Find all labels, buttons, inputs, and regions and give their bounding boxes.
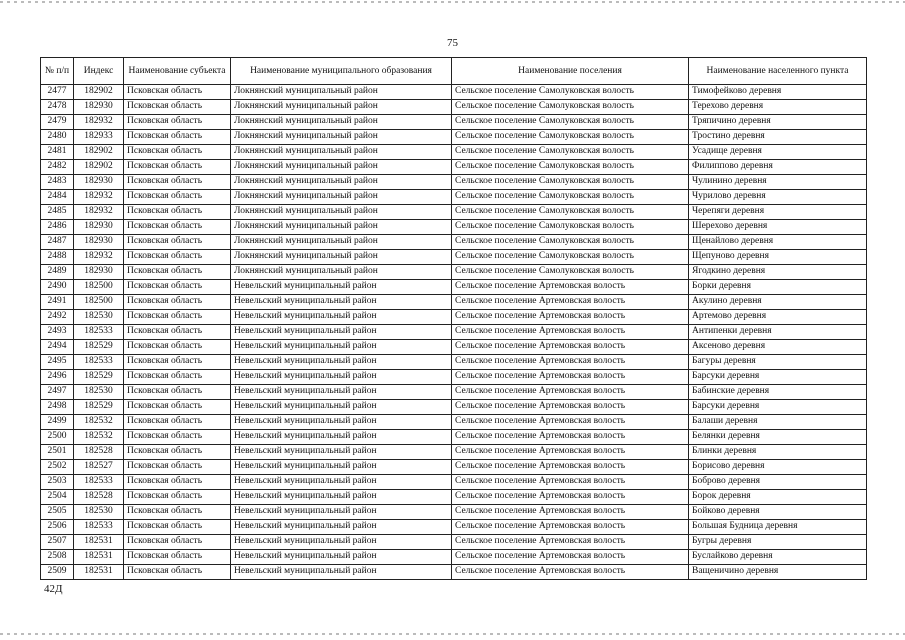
subject-cell: Псковская область bbox=[124, 280, 231, 295]
header-num: № п/п bbox=[41, 58, 74, 85]
locality-cell: Белянки деревня bbox=[689, 430, 867, 445]
municipality-cell: Невельский муниципальный район bbox=[231, 355, 452, 370]
table-row bbox=[41, 490, 867, 505]
table-row bbox=[41, 145, 867, 160]
row-num-cell: 2491 bbox=[41, 295, 74, 310]
municipality-cell: Невельский муниципальный район bbox=[231, 325, 452, 340]
postal-index-cell: 182930 bbox=[74, 175, 124, 190]
postal-index-cell: 182528 bbox=[74, 445, 124, 460]
locality-cell: Акулино деревня bbox=[689, 295, 867, 310]
municipality-cell: Невельский муниципальный район bbox=[231, 475, 452, 490]
locality-cell: Чулинино деревня bbox=[689, 175, 867, 190]
table-row bbox=[41, 565, 867, 580]
locality-cell: Антипенки деревня bbox=[689, 325, 867, 340]
postal-index-cell: 182902 bbox=[74, 85, 124, 100]
row-num-cell: 2500 bbox=[41, 430, 74, 445]
postal-index-cell: 182902 bbox=[74, 160, 124, 175]
subject-cell: Псковская область bbox=[124, 550, 231, 565]
row-num-cell: 2490 bbox=[41, 280, 74, 295]
postal-index-cell: 182532 bbox=[74, 430, 124, 445]
postal-index-cell: 182930 bbox=[74, 235, 124, 250]
municipality-cell: Невельский муниципальный район bbox=[231, 340, 452, 355]
postal-index-cell: 182529 bbox=[74, 340, 124, 355]
municipality-cell: Локнянский муниципальный район bbox=[231, 145, 452, 160]
table-row bbox=[41, 400, 867, 415]
locality-cell: Борисово деревня bbox=[689, 460, 867, 475]
row-num-cell: 2502 bbox=[41, 460, 74, 475]
table-row bbox=[41, 325, 867, 340]
municipality-cell: Локнянский муниципальный район bbox=[231, 160, 452, 175]
locality-cell: Аксеново деревня bbox=[689, 340, 867, 355]
municipality-cell: Локнянский муниципальный район bbox=[231, 265, 452, 280]
table-row bbox=[41, 370, 867, 385]
municipality-cell: Невельский муниципальный район bbox=[231, 445, 452, 460]
row-num-cell: 2486 bbox=[41, 220, 74, 235]
locality-cell: Терехово деревня bbox=[689, 100, 867, 115]
row-num-cell: 2478 bbox=[41, 100, 74, 115]
row-num-cell: 2488 bbox=[41, 250, 74, 265]
settlement-cell: Сельское поселение Артемовская волость bbox=[452, 355, 689, 370]
table-row bbox=[41, 160, 867, 175]
locality-cell: Бойково деревня bbox=[689, 505, 867, 520]
locality-cell: Большая Будница деревня bbox=[689, 520, 867, 535]
row-num-cell: 2505 bbox=[41, 505, 74, 520]
locality-cell: Тростино деревня bbox=[689, 130, 867, 145]
row-num-cell: 2485 bbox=[41, 205, 74, 220]
locality-cell: Ващеничино деревня bbox=[689, 565, 867, 580]
row-num-cell: 2506 bbox=[41, 520, 74, 535]
scan-edge-top bbox=[0, 1, 905, 3]
municipality-cell: Невельский муниципальный район bbox=[231, 310, 452, 325]
postal-index-cell: 182530 bbox=[74, 310, 124, 325]
postal-index-cell: 182529 bbox=[74, 370, 124, 385]
municipality-cell: Невельский муниципальный район bbox=[231, 280, 452, 295]
municipality-cell: Локнянский муниципальный район bbox=[231, 115, 452, 130]
settlement-cell: Сельское поселение Артемовская волость bbox=[452, 400, 689, 415]
municipality-cell: Локнянский муниципальный район bbox=[231, 130, 452, 145]
settlement-cell: Сельское поселение Самолуковская волость bbox=[452, 145, 689, 160]
table-row bbox=[41, 280, 867, 295]
row-num-cell: 2479 bbox=[41, 115, 74, 130]
table-row bbox=[41, 295, 867, 310]
postal-index-cell: 182533 bbox=[74, 520, 124, 535]
settlement-cell: Сельское поселение Самолуковская волость bbox=[452, 115, 689, 130]
row-num-cell: 2494 bbox=[41, 340, 74, 355]
table-body bbox=[41, 85, 867, 580]
header-subject: Наименование субъекта bbox=[124, 58, 231, 85]
subject-cell: Псковская область bbox=[124, 130, 231, 145]
settlement-cell: Сельское поселение Самолуковская волость bbox=[452, 190, 689, 205]
row-num-cell: 2487 bbox=[41, 235, 74, 250]
postal-index-cell: 182533 bbox=[74, 475, 124, 490]
subject-cell: Псковская область bbox=[124, 490, 231, 505]
locality-cell: Борки деревня bbox=[689, 280, 867, 295]
settlement-cell: Сельское поселение Артемовская волость bbox=[452, 445, 689, 460]
row-num-cell: 2482 bbox=[41, 160, 74, 175]
subject-cell: Псковская область bbox=[124, 220, 231, 235]
settlement-cell: Сельское поселение Самолуковская волость bbox=[452, 220, 689, 235]
settlement-cell: Сельское поселение Артемовская волость bbox=[452, 490, 689, 505]
settlement-cell: Сельское поселение Артемовская волость bbox=[452, 295, 689, 310]
postal-index-cell: 182500 bbox=[74, 295, 124, 310]
postal-index-cell: 182932 bbox=[74, 250, 124, 265]
postal-index-cell: 182532 bbox=[74, 415, 124, 430]
postal-index-cell: 182933 bbox=[74, 130, 124, 145]
row-num-cell: 2489 bbox=[41, 265, 74, 280]
row-num-cell: 2499 bbox=[41, 415, 74, 430]
subject-cell: Псковская область bbox=[124, 145, 231, 160]
subject-cell: Псковская область bbox=[124, 235, 231, 250]
postal-index-cell: 182533 bbox=[74, 355, 124, 370]
settlement-cell: Сельское поселение Артемовская волость bbox=[452, 535, 689, 550]
header-settlement: Наименование поселения bbox=[452, 58, 689, 85]
settlement-cell: Сельское поселение Артемовская волость bbox=[452, 430, 689, 445]
locality-cell: Тимофейково деревня bbox=[689, 85, 867, 100]
row-num-cell: 2492 bbox=[41, 310, 74, 325]
table-row bbox=[41, 205, 867, 220]
row-num-cell: 2493 bbox=[41, 325, 74, 340]
row-num-cell: 2504 bbox=[41, 490, 74, 505]
municipality-cell: Невельский муниципальный район bbox=[231, 565, 452, 580]
subject-cell: Псковская область bbox=[124, 325, 231, 340]
settlement-cell: Сельское поселение Артемовская волость bbox=[452, 550, 689, 565]
municipality-cell: Локнянский муниципальный район bbox=[231, 190, 452, 205]
subject-cell: Псковская область bbox=[124, 85, 231, 100]
settlement-cell: Сельское поселение Артемовская волость bbox=[452, 385, 689, 400]
postal-index-cell: 182932 bbox=[74, 190, 124, 205]
settlement-cell: Сельское поселение Артемовская волость bbox=[452, 415, 689, 430]
table-row bbox=[41, 235, 867, 250]
locality-cell: Бугры деревня bbox=[689, 535, 867, 550]
row-num-cell: 2507 bbox=[41, 535, 74, 550]
table-row bbox=[41, 220, 867, 235]
locality-cell: Тряпичино деревня bbox=[689, 115, 867, 130]
header-municipality: Наименование муниципального образования bbox=[231, 58, 452, 85]
row-num-cell: 2481 bbox=[41, 145, 74, 160]
row-num-cell: 2498 bbox=[41, 400, 74, 415]
subject-cell: Псковская область bbox=[124, 160, 231, 175]
page-number: 75 bbox=[447, 37, 458, 49]
subject-cell: Псковская область bbox=[124, 520, 231, 535]
row-num-cell: 2484 bbox=[41, 190, 74, 205]
settlement-cell: Сельское поселение Самолуковская волость bbox=[452, 85, 689, 100]
municipality-cell: Невельский муниципальный район bbox=[231, 295, 452, 310]
settlement-cell: Сельское поселение Артемовская волость bbox=[452, 520, 689, 535]
municipality-cell: Локнянский муниципальный район bbox=[231, 175, 452, 190]
table-row bbox=[41, 445, 867, 460]
settlement-cell: Сельское поселение Артемовская волость bbox=[452, 340, 689, 355]
subject-cell: Псковская область bbox=[124, 400, 231, 415]
row-num-cell: 2483 bbox=[41, 175, 74, 190]
settlement-cell: Сельское поселение Самолуковская волость bbox=[452, 175, 689, 190]
locality-cell: Ягодкино деревня bbox=[689, 265, 867, 280]
postal-index-cell: 182528 bbox=[74, 490, 124, 505]
postal-index-cell: 182530 bbox=[74, 505, 124, 520]
postal-index-cell: 182531 bbox=[74, 535, 124, 550]
postal-index-cell: 182530 bbox=[74, 385, 124, 400]
table-row bbox=[41, 85, 867, 100]
postal-index-cell: 182930 bbox=[74, 220, 124, 235]
settlement-cell: Сельское поселение Артемовская волость bbox=[452, 370, 689, 385]
table-row bbox=[41, 340, 867, 355]
municipality-cell: Невельский муниципальный район bbox=[231, 550, 452, 565]
subject-cell: Псковская область bbox=[124, 295, 231, 310]
subject-cell: Псковская область bbox=[124, 430, 231, 445]
settlement-cell: Сельское поселение Артемовская волость bbox=[452, 325, 689, 340]
table-row bbox=[41, 310, 867, 325]
postal-index-cell: 182932 bbox=[74, 115, 124, 130]
municipality-cell: Локнянский муниципальный район bbox=[231, 250, 452, 265]
locality-cell: Барсуки деревня bbox=[689, 370, 867, 385]
table-row bbox=[41, 475, 867, 490]
settlement-cell: Сельское поселение Артемовская волость bbox=[452, 310, 689, 325]
locality-cell: Барсуки деревня bbox=[689, 400, 867, 415]
subject-cell: Псковская область bbox=[124, 340, 231, 355]
subject-cell: Псковская область bbox=[124, 475, 231, 490]
locality-cell: Балаши деревня bbox=[689, 415, 867, 430]
table-row bbox=[41, 175, 867, 190]
settlement-cell: Сельское поселение Самолуковская волость bbox=[452, 235, 689, 250]
municipality-cell: Невельский муниципальный район bbox=[231, 505, 452, 520]
postal-index-cell: 182930 bbox=[74, 265, 124, 280]
subject-cell: Псковская область bbox=[124, 310, 231, 325]
settlement-cell: Сельское поселение Самолуковская волость bbox=[452, 160, 689, 175]
subject-cell: Псковская область bbox=[124, 445, 231, 460]
settlement-cell: Сельское поселение Самолуковская волость bbox=[452, 250, 689, 265]
locality-cell: Филиппово деревня bbox=[689, 160, 867, 175]
row-num-cell: 2496 bbox=[41, 370, 74, 385]
header-locality: Наименование населенного пункта bbox=[689, 58, 867, 85]
locality-cell: Боброво деревня bbox=[689, 475, 867, 490]
settlement-cell: Сельское поселение Артемовская волость bbox=[452, 505, 689, 520]
table-row bbox=[41, 415, 867, 430]
table-row bbox=[41, 100, 867, 115]
table-row bbox=[41, 355, 867, 370]
municipality-cell: Локнянский муниципальный район bbox=[231, 100, 452, 115]
subject-cell: Псковская область bbox=[124, 190, 231, 205]
row-num-cell: 2508 bbox=[41, 550, 74, 565]
table-row bbox=[41, 385, 867, 400]
municipality-cell: Невельский муниципальный район bbox=[231, 490, 452, 505]
settlement-cell: Сельское поселение Самолуковская волость bbox=[452, 205, 689, 220]
row-num-cell: 2497 bbox=[41, 385, 74, 400]
municipality-cell: Невельский муниципальный район bbox=[231, 415, 452, 430]
settlement-cell: Сельское поселение Артемовская волость bbox=[452, 280, 689, 295]
table-row bbox=[41, 190, 867, 205]
row-num-cell: 2509 bbox=[41, 565, 74, 580]
municipality-cell: Невельский муниципальный район bbox=[231, 520, 452, 535]
table-row bbox=[41, 430, 867, 445]
postal-index-cell: 182527 bbox=[74, 460, 124, 475]
postal-index-cell: 182930 bbox=[74, 100, 124, 115]
settlement-cell: Сельское поселение Артемовская волость bbox=[452, 565, 689, 580]
locality-cell: Борок деревня bbox=[689, 490, 867, 505]
table-row bbox=[41, 250, 867, 265]
postal-index-cell: 182902 bbox=[74, 145, 124, 160]
locality-cell: Чурилово деревня bbox=[689, 190, 867, 205]
row-num-cell: 2480 bbox=[41, 130, 74, 145]
municipality-cell: Невельский муниципальный район bbox=[231, 400, 452, 415]
municipality-cell: Локнянский муниципальный район bbox=[231, 235, 452, 250]
municipality-cell: Локнянский муниципальный район bbox=[231, 220, 452, 235]
locality-cell: Бабинские деревня bbox=[689, 385, 867, 400]
locality-cell: Щенайлово деревня bbox=[689, 235, 867, 250]
subject-cell: Псковская область bbox=[124, 115, 231, 130]
municipality-cell: Невельский муниципальный район bbox=[231, 460, 452, 475]
subject-cell: Псковская область bbox=[124, 535, 231, 550]
table-row bbox=[41, 115, 867, 130]
locality-cell: Усадище деревня bbox=[689, 145, 867, 160]
municipality-cell: Локнянский муниципальный район bbox=[231, 85, 452, 100]
table-row bbox=[41, 535, 867, 550]
subject-cell: Псковская область bbox=[124, 265, 231, 280]
subject-cell: Псковская область bbox=[124, 505, 231, 520]
subject-cell: Псковская область bbox=[124, 415, 231, 430]
subject-cell: Псковская область bbox=[124, 460, 231, 475]
scan-edge-bottom bbox=[0, 633, 905, 635]
postal-index-cell: 182529 bbox=[74, 400, 124, 415]
municipality-cell: Локнянский муниципальный район bbox=[231, 205, 452, 220]
subject-cell: Псковская область bbox=[124, 205, 231, 220]
row-num-cell: 2477 bbox=[41, 85, 74, 100]
settlement-cell: Сельское поселение Самолуковская волость bbox=[452, 130, 689, 145]
locality-cell: Блинки деревня bbox=[689, 445, 867, 460]
table-row bbox=[41, 130, 867, 145]
postal-index-cell: 182533 bbox=[74, 325, 124, 340]
locality-cell: Щепуново деревня bbox=[689, 250, 867, 265]
postal-index-cell: 182531 bbox=[74, 550, 124, 565]
subject-cell: Псковская область bbox=[124, 565, 231, 580]
table-row bbox=[41, 460, 867, 475]
settlement-cell: Сельское поселение Артемовская волость bbox=[452, 475, 689, 490]
footer-code: 42Д bbox=[44, 583, 63, 595]
postal-index-cell: 182531 bbox=[74, 565, 124, 580]
table-header-row bbox=[41, 58, 867, 85]
locality-table bbox=[40, 57, 867, 580]
header-index: Индекс bbox=[74, 58, 124, 85]
row-num-cell: 2503 bbox=[41, 475, 74, 490]
locality-cell: Артемово деревня bbox=[689, 310, 867, 325]
municipality-cell: Невельский муниципальный район bbox=[231, 385, 452, 400]
subject-cell: Псковская область bbox=[124, 370, 231, 385]
municipality-cell: Невельский муниципальный район bbox=[231, 430, 452, 445]
table-row bbox=[41, 550, 867, 565]
postal-index-cell: 182500 bbox=[74, 280, 124, 295]
settlement-cell: Сельское поселение Самолуковская волость bbox=[452, 265, 689, 280]
municipality-cell: Невельский муниципальный район bbox=[231, 535, 452, 550]
locality-cell: Черепяги деревня bbox=[689, 205, 867, 220]
locality-cell: Багуры деревня bbox=[689, 355, 867, 370]
row-num-cell: 2495 bbox=[41, 355, 74, 370]
postal-index-cell: 182932 bbox=[74, 205, 124, 220]
settlement-cell: Сельское поселение Артемовская волость bbox=[452, 460, 689, 475]
subject-cell: Псковская область bbox=[124, 175, 231, 190]
table-row bbox=[41, 520, 867, 535]
subject-cell: Псковская область bbox=[124, 385, 231, 400]
table-row bbox=[41, 265, 867, 280]
row-num-cell: 2501 bbox=[41, 445, 74, 460]
locality-cell: Буслайково деревня bbox=[689, 550, 867, 565]
table-row bbox=[41, 505, 867, 520]
municipality-cell: Невельский муниципальный район bbox=[231, 370, 452, 385]
subject-cell: Псковская область bbox=[124, 250, 231, 265]
settlement-cell: Сельское поселение Самолуковская волость bbox=[452, 100, 689, 115]
subject-cell: Псковская область bbox=[124, 100, 231, 115]
subject-cell: Псковская область bbox=[124, 355, 231, 370]
locality-cell: Шерехово деревня bbox=[689, 220, 867, 235]
